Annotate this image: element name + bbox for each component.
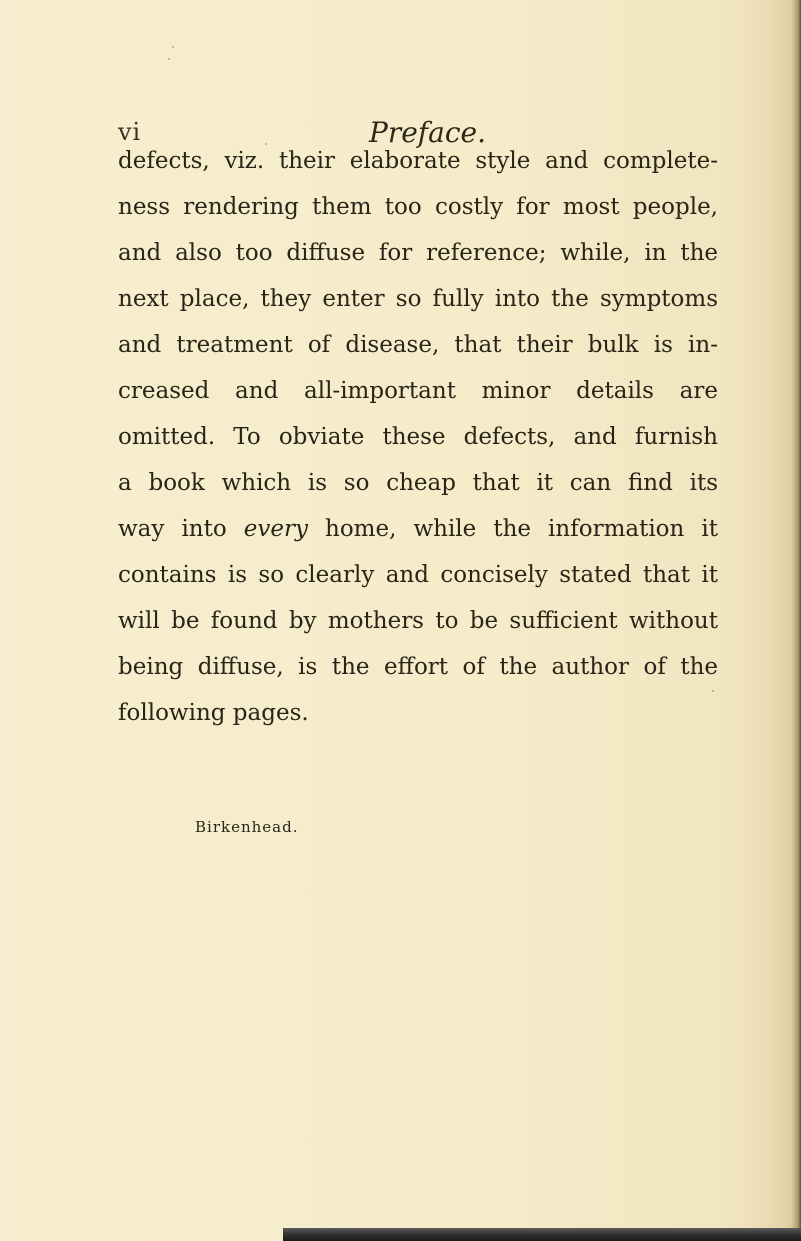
page-bottom-edge <box>283 1228 801 1241</box>
text-line: being diffuse, is the effort of the author of the <box>118 654 718 680</box>
emphasized-word: every <box>243 516 308 542</box>
text-line: a book which is so cheap that it can find its <box>118 470 718 496</box>
paper-speck <box>168 58 170 60</box>
text-line: and treatment of disease, that their bulk is in- <box>118 332 718 358</box>
signature-place: Birkenhead. <box>195 818 299 836</box>
text-line: contains is so clearly and concisely stated that it <box>118 562 718 588</box>
text-segment: home, while the information it <box>307 516 718 542</box>
text-segment: way into <box>118 516 244 542</box>
text-line: ness rendering them too costly for most people, <box>118 194 718 220</box>
text-line: following pages. <box>118 700 309 726</box>
text-line: will be found by mothers to be sufficient without <box>118 608 718 634</box>
paper-speck <box>172 46 174 48</box>
text-line: creased and all-important minor details are <box>118 378 718 404</box>
paper-speck <box>712 690 714 692</box>
paper-speck <box>265 143 267 145</box>
text-line: omitted. To obviate these defects, and furnish <box>118 424 718 450</box>
text-line: and also too diffuse for reference; while, in the <box>118 240 718 266</box>
preface-paragraph <box>118 138 718 736</box>
text-line: defects, viz. their elaborate style and complete- <box>118 148 718 174</box>
running-title: Preface. <box>369 116 487 149</box>
page-edge-shadow <box>791 0 801 1241</box>
page-number: vi <box>118 118 142 146</box>
text-line: next place, they enter so fully into the symptoms <box>118 286 718 312</box>
text-line <box>118 506 718 552</box>
